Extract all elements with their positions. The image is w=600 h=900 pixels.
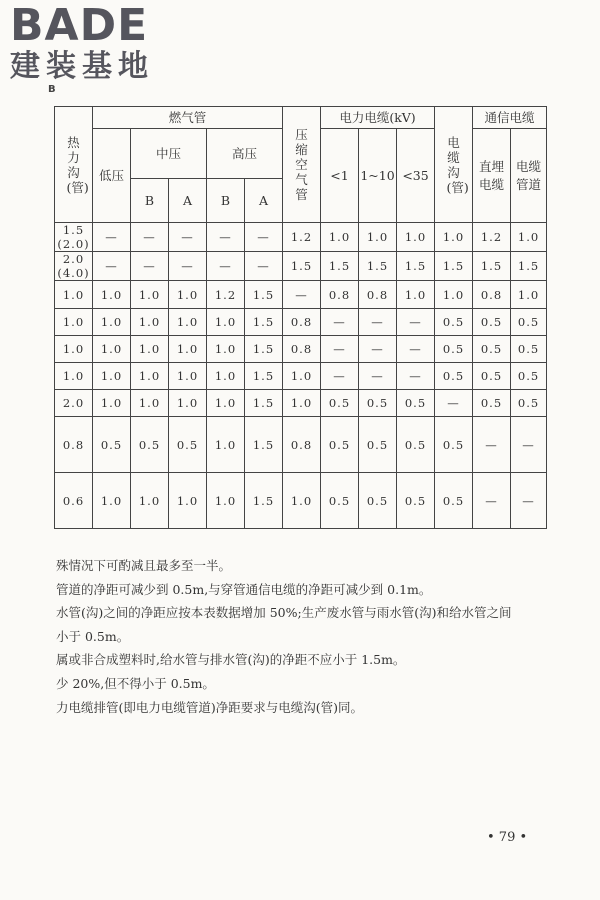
table-cell: 1.5	[435, 252, 473, 281]
note-line: 水管(沟)之间的净距应按本表数据增加 50%;生产废水管与雨水管(沟)和给水管之间	[56, 605, 512, 621]
table-cell: 1.2	[473, 223, 511, 252]
table-cell: 1.5	[245, 309, 283, 336]
table-cell: 1.0	[93, 281, 131, 309]
table-cell: 1.0	[435, 281, 473, 309]
table-cell: 1.5	[245, 336, 283, 363]
clearance-table	[54, 106, 547, 529]
table-cell: 0.5	[397, 390, 435, 417]
table-cell: 0.5	[397, 417, 435, 473]
table-cell: 1.0	[55, 309, 93, 336]
table-cell: 1.0	[283, 390, 321, 417]
table-cell: 0.5	[435, 473, 473, 529]
header-medium-pressure: 中压	[131, 129, 207, 179]
table-cell: 1.0	[359, 223, 397, 252]
table-row	[55, 336, 547, 363]
table-cell: 0.6	[55, 473, 93, 529]
table-cell: 0.5	[321, 473, 359, 529]
header-heat-duct: 热力沟(管)	[55, 107, 93, 223]
table-cell: 0.5	[473, 336, 511, 363]
table-cell: 0.5	[511, 336, 547, 363]
table-cell: —	[435, 390, 473, 417]
header-high-pressure: 高压	[207, 129, 283, 179]
header-high-b: B	[207, 179, 245, 223]
table-notes	[56, 554, 546, 719]
header-high-a: A	[245, 179, 283, 223]
header-cable-duct: 电缆沟(管)	[435, 107, 473, 223]
header-mid-a: A	[169, 179, 207, 223]
table-cell: 0.5	[511, 363, 547, 390]
table-row	[55, 223, 547, 252]
table-cell: 0.5	[511, 390, 547, 417]
table-cell: 1.0	[511, 223, 547, 252]
table-cell: 0.5	[435, 309, 473, 336]
table-cell: 1.0	[131, 363, 169, 390]
table-cell: 0.8	[55, 417, 93, 473]
table-cell: 0.5	[93, 417, 131, 473]
header-direct-buried: 直埋电缆	[473, 129, 511, 223]
table-cell: —	[169, 252, 207, 281]
table-cell: 0.8	[473, 281, 511, 309]
header-1to10kv: 1~10	[359, 129, 397, 223]
table-cell: —	[131, 252, 169, 281]
table-cell: 0.8	[359, 281, 397, 309]
table-cell: 1.0	[435, 223, 473, 252]
logo-brand-text: BADE	[10, 0, 149, 51]
table-cell: —	[473, 417, 511, 473]
table-cell: 1.5	[397, 252, 435, 281]
table-cell: 1.0	[207, 417, 245, 473]
table-cell: 1.0	[169, 363, 207, 390]
table-cell: 1.0	[397, 281, 435, 309]
table-cell: 1.5	[245, 281, 283, 309]
logo-mark: B	[48, 84, 56, 95]
table-cell: 0.5	[435, 363, 473, 390]
table-cell: 0.5	[321, 390, 359, 417]
table-cell: —	[245, 223, 283, 252]
table-cell: 0.5	[131, 417, 169, 473]
table-cell: 1.0	[131, 281, 169, 309]
table-cell: 0.5	[473, 390, 511, 417]
table-cell: 1.0	[93, 363, 131, 390]
table-cell: —	[511, 473, 547, 529]
logo-chinese-text: 建装基地	[10, 49, 154, 84]
table-cell: 1.0	[169, 336, 207, 363]
table-cell: 1.0	[207, 336, 245, 363]
table-cell: —	[131, 223, 169, 252]
table-cell: 1.0	[55, 281, 93, 309]
table-cell: 0.5	[359, 417, 397, 473]
table-cell: —	[397, 336, 435, 363]
table-cell: 1.0	[321, 223, 359, 252]
table-cell: —	[321, 336, 359, 363]
table-cell: 1.0	[207, 390, 245, 417]
table-cell: —	[359, 336, 397, 363]
note-line: 管道的净距可减少到 0.5m,与穿管通信电缆的净距可减少到 0.1m。	[56, 581, 432, 597]
table-cell: —	[359, 309, 397, 336]
table-cell: —	[321, 309, 359, 336]
table-cell: 0.5	[169, 417, 207, 473]
table-row	[55, 309, 547, 336]
table-cell: 0.8	[321, 281, 359, 309]
table-cell: 0.5	[511, 309, 547, 336]
table-cell: 1.5	[321, 252, 359, 281]
table-cell: 1.0	[131, 473, 169, 529]
table-cell: —	[321, 363, 359, 390]
table-cell: 0.5	[435, 417, 473, 473]
table-cell: —	[93, 223, 131, 252]
header-compressed-air: 压缩空气管	[283, 107, 321, 223]
header-low-pressure: 低压	[93, 129, 131, 223]
table-cell: —	[511, 417, 547, 473]
table-cell: 1.0	[207, 309, 245, 336]
table-cell: 0.5	[397, 473, 435, 529]
header-gas-pipe: 燃气管	[93, 107, 283, 129]
table-cell: 1.0	[169, 473, 207, 529]
table-cell: —	[283, 281, 321, 309]
table-row	[55, 281, 547, 309]
header-lt1kv: <1	[321, 129, 359, 223]
note-line: 力电缆排管(即电力电缆管道)净距要求与电缆沟(管)同。	[56, 699, 364, 715]
table-cell: —	[245, 252, 283, 281]
table-cell: 1.5	[283, 252, 321, 281]
table-cell: 0.5	[435, 336, 473, 363]
header-power-cable: 电力电缆(kV)	[321, 107, 435, 129]
table-cell: 1.5	[245, 417, 283, 473]
table-cell: 1.0	[283, 363, 321, 390]
table-cell: 1.0	[283, 473, 321, 529]
table-cell: 1.0	[93, 309, 131, 336]
table-cell: 2.0 (4.0)	[55, 252, 93, 281]
table-row	[55, 363, 547, 390]
table-cell: 1.5	[245, 473, 283, 529]
table-cell: 1.0	[207, 473, 245, 529]
table-cell: —	[93, 252, 131, 281]
table-row	[55, 390, 547, 417]
note-line: 小于 0.5m。	[56, 628, 130, 644]
note-line: 少 20%,但不得小于 0.5m。	[56, 675, 215, 691]
table-header	[55, 107, 547, 223]
table-cell: 1.5	[359, 252, 397, 281]
table-cell: 1.0	[169, 390, 207, 417]
table-cell: 0.8	[283, 309, 321, 336]
table-cell: 1.0	[55, 363, 93, 390]
header-lt35kv: <35	[397, 129, 435, 223]
table-cell: 1.0	[131, 336, 169, 363]
table-cell: 0.8	[283, 336, 321, 363]
table-cell: 1.5	[511, 252, 547, 281]
header-comm-cable: 通信电缆	[473, 107, 547, 129]
table-cell: 1.0	[131, 309, 169, 336]
table-cell: 0.5	[359, 390, 397, 417]
table-cell: 1.0	[93, 336, 131, 363]
table-cell: —	[397, 309, 435, 336]
table-cell: 0.5	[359, 473, 397, 529]
table-cell: —	[397, 363, 435, 390]
page-number: • 79 •	[487, 830, 528, 845]
table-cell: —	[207, 223, 245, 252]
table-cell: 1.0	[131, 390, 169, 417]
table-body	[55, 223, 547, 529]
table-cell: 1.0	[55, 336, 93, 363]
table-cell: 1.0	[511, 281, 547, 309]
note-line: 殊情况下可酌减且最多至一半。	[56, 558, 232, 573]
table-cell: 1.0	[169, 309, 207, 336]
note-line: 属或非合成塑料时,给水管与排水管(沟)的净距不应小于 1.5m。	[56, 652, 406, 668]
table-cell: —	[169, 223, 207, 252]
table-row	[55, 417, 547, 473]
brand-logo	[10, 2, 154, 95]
table-row	[55, 473, 547, 529]
table-cell: 2.0	[55, 390, 93, 417]
table-cell: 1.5 (2.0)	[55, 223, 93, 252]
table-cell: —	[473, 473, 511, 529]
table-cell: 1.0	[93, 390, 131, 417]
table-row	[55, 252, 547, 281]
table-cell: 0.8	[283, 417, 321, 473]
table-cell: 1.0	[397, 223, 435, 252]
table-cell: 0.5	[321, 417, 359, 473]
header-mid-b: B	[131, 179, 169, 223]
table-cell: 1.5	[245, 363, 283, 390]
table-cell: —	[207, 252, 245, 281]
table-cell: 1.5	[245, 390, 283, 417]
table-cell: 0.5	[473, 363, 511, 390]
table-cell: 0.5	[473, 309, 511, 336]
table-cell: 1.5	[473, 252, 511, 281]
table-cell: 1.2	[283, 223, 321, 252]
table-cell: —	[359, 363, 397, 390]
table-cell: 1.2	[207, 281, 245, 309]
header-cable-conduit: 电缆管道	[511, 129, 547, 223]
table-cell: 1.0	[207, 363, 245, 390]
table-cell: 1.0	[93, 473, 131, 529]
table-cell: 1.0	[169, 281, 207, 309]
